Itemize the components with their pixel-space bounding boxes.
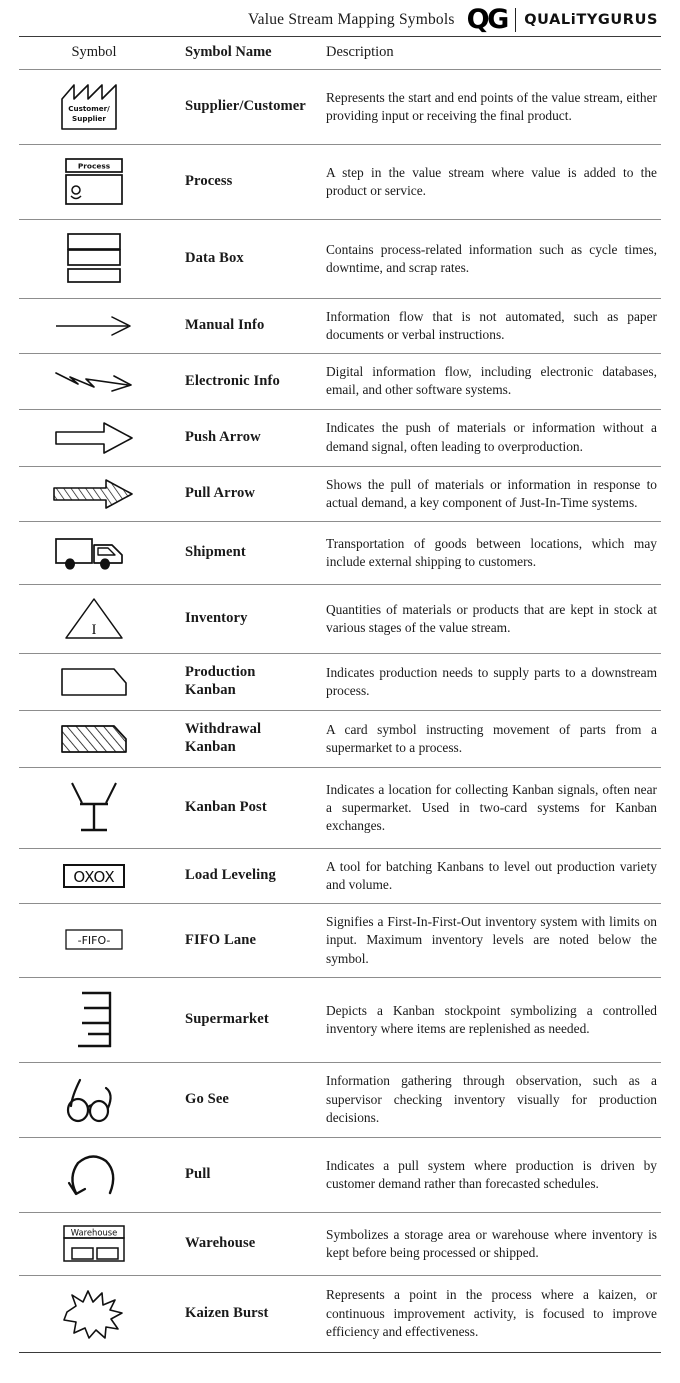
table-row	[19, 977, 661, 1062]
description-cell: Information flow that is not automated, such as paper documents or verbal instructions.	[326, 309, 657, 343]
icon-label-line1: Process	[77, 161, 111, 171]
table-row	[19, 1275, 661, 1352]
icon-label-line1: Customer/	[68, 104, 110, 113]
symbol-cell	[19, 848, 169, 903]
logo-divider	[515, 8, 517, 32]
withdrawal-kanban-icon	[52, 720, 136, 758]
table-row	[19, 220, 661, 299]
warehouse-building-icon	[52, 1222, 136, 1266]
symbol-name-line1: Production	[185, 664, 256, 681]
symbol-name-cell: Data Box	[185, 250, 244, 267]
vsm-symbols-table	[19, 36, 661, 1353]
icon-label-line1: OXOX	[73, 868, 115, 887]
column-header-symbol: Symbol	[71, 44, 117, 60]
symbol-name-line1: Withdrawal	[185, 721, 262, 738]
table-row	[19, 1062, 661, 1137]
description-cell: Symbolizes a storage area or warehouse where inventory is kept before being processed or shipped.	[326, 1226, 657, 1260]
icon-label-line1: -FIFO-	[77, 934, 111, 948]
symbol-name-cell: FIFO Lane	[185, 931, 257, 948]
description-cell: Depicts a Kanban stockpoint symbolizing a controlled inventory where items are replenished as needed.	[326, 1002, 657, 1036]
description-cell: Represents a point in the process where a kaizen, or continuous improvement activity, is focused to improve efficiency and effectiveness.	[326, 1287, 657, 1339]
symbol-name-cell: Kanban Post	[185, 799, 267, 816]
qg-logo-mark: QG	[466, 3, 507, 35]
table-row	[19, 70, 661, 145]
push-arrow-icon	[48, 419, 140, 457]
table-row	[19, 848, 661, 903]
symbol-cell	[19, 354, 169, 409]
symbol-name-line2: Kanban	[185, 681, 236, 698]
table-row	[19, 1212, 661, 1275]
symbol-name-cell: Process	[185, 173, 233, 190]
symbol-name-cell: Go See	[185, 1090, 229, 1107]
data-box-icon	[54, 229, 134, 289]
table-row	[19, 466, 661, 521]
table-row	[19, 521, 661, 584]
shipment-truck-icon	[48, 531, 140, 575]
symbol-cell	[19, 977, 169, 1062]
description-cell: Shows the pull of materials or information in response to actual demand, a key component of Just-In-Time systems.	[326, 476, 657, 510]
page-title: Value Stream Mapping Symbols	[247, 11, 455, 28]
icon-label-line1: Warehouse	[70, 1227, 118, 1238]
table-header-row	[19, 37, 661, 70]
table-body	[19, 70, 661, 1353]
fifo-lane-icon	[52, 925, 136, 955]
symbol-cell	[19, 1137, 169, 1212]
description-cell: Contains process-related information such as cycle times, downtime, and scrap rates.	[326, 241, 657, 275]
symbol-cell	[19, 653, 169, 710]
factory-supplier-customer-icon	[54, 79, 134, 135]
column-header-symbol-name: Symbol Name	[185, 44, 272, 60]
symbol-name-cell: Manual Info	[185, 317, 265, 334]
table-row	[19, 1137, 661, 1212]
description-cell: Signifies a First-In-First-Out inventory system with limits on input. Maximum inventory levels are noted below the symbol.	[326, 914, 657, 966]
pull-arrow-icon	[48, 477, 140, 511]
symbol-cell	[19, 466, 169, 521]
description-cell: Represents the start and end points of the value stream, either providing input or receiving the final product.	[326, 89, 657, 123]
description-cell: Indicates the push of materials or information without a demand signal, often leading to overproduction.	[326, 420, 657, 454]
symbol-cell	[19, 767, 169, 848]
symbol-cell	[19, 409, 169, 466]
process-box-icon	[54, 154, 134, 210]
go-see-glasses-icon	[54, 1072, 134, 1128]
pull-circular-arrow-icon	[54, 1147, 134, 1203]
symbol-cell	[19, 1275, 169, 1352]
table-row	[19, 767, 661, 848]
symbol-name-cell: Load Leveling	[185, 867, 276, 884]
symbol-name-cell: Electronic Info	[185, 372, 280, 389]
symbol-cell	[19, 70, 169, 145]
symbol-cell	[19, 220, 169, 299]
symbol-name-cell: Warehouse	[185, 1234, 256, 1251]
symbol-cell	[19, 904, 169, 977]
qualitygurus-logo	[466, 3, 658, 35]
page-header	[0, 0, 680, 36]
description-cell: A step in the value stream where value is added to the product or service.	[326, 164, 657, 198]
symbol-cell	[19, 1062, 169, 1137]
description-cell: Indicates a pull system where production is driven by customer demand rather than forecasted schedules.	[326, 1157, 657, 1191]
symbol-name-cell: Pull Arrow	[185, 484, 256, 501]
kanban-post-icon	[54, 777, 134, 839]
symbol-cell	[19, 710, 169, 767]
bottom-rule-cell	[19, 1352, 661, 1353]
description-cell: Information gathering through observation, such as a supervisor checking inventory visually for production decisions.	[326, 1073, 657, 1125]
symbol-name-cell: Kaizen Burst	[185, 1304, 269, 1321]
description-cell: Transportation of goods between locations, which may include external shipping to customers.	[326, 535, 657, 569]
symbol-name-line2: Kanban	[185, 738, 236, 755]
supermarket-shelf-icon	[54, 987, 134, 1053]
kaizen-burst-icon	[54, 1285, 134, 1343]
description-cell: Indicates a location for collecting Kanban signals, often near a supermarket. Used in two-card systems for Kanban exchanges.	[326, 781, 657, 834]
table-row	[19, 145, 661, 220]
icon-label-line1: I	[91, 621, 97, 638]
electronic-info-arrow-icon	[48, 364, 140, 398]
symbol-cell	[19, 299, 169, 354]
symbol-name-cell	[169, 710, 314, 767]
symbol-name-cell	[169, 653, 314, 710]
symbol-name-cell: Inventory	[185, 610, 248, 627]
description-cell: A card symbol instructing movement of parts from a supermarket to a process.	[326, 721, 657, 755]
table-row	[19, 409, 661, 466]
table-row	[19, 584, 661, 653]
icon-label-line2: Supplier	[72, 114, 106, 123]
table-row	[19, 299, 661, 354]
production-kanban-icon	[52, 663, 136, 701]
symbol-name-cell: Pull	[185, 1165, 211, 1182]
qualitygurus-wordmark: QUALiTYGURUS	[524, 12, 658, 28]
description-cell: Digital information flow, including electronic databases, email, and other software systems.	[326, 364, 657, 398]
load-leveling-icon	[52, 859, 136, 893]
table-row	[19, 653, 661, 710]
symbol-name-cell: Supermarket	[185, 1010, 269, 1027]
table-header	[19, 37, 661, 70]
description-cell: Indicates production needs to supply parts to a downstream process.	[326, 664, 657, 698]
symbol-name-cell: Shipment	[185, 544, 246, 561]
description-cell: Quantities of materials or products that are kept in stock at various stages of the value stream.	[326, 601, 657, 635]
symbol-cell	[19, 584, 169, 653]
manual-info-arrow-icon	[48, 311, 140, 341]
description-cell: A tool for batching Kanbans to level out production variety and volume.	[326, 858, 657, 893]
table-row	[19, 354, 661, 409]
column-header-description: Description	[326, 44, 394, 60]
symbol-cell	[19, 1212, 169, 1275]
symbol-cell	[19, 145, 169, 220]
symbol-name-cell: Supplier/Customer	[185, 98, 306, 115]
table-row	[19, 904, 661, 977]
inventory-triangle-icon	[54, 594, 134, 644]
symbol-name-cell: Push Arrow	[185, 428, 261, 445]
symbol-cell	[19, 521, 169, 584]
table-row	[19, 710, 661, 767]
table-bottom-rule	[19, 1352, 661, 1353]
